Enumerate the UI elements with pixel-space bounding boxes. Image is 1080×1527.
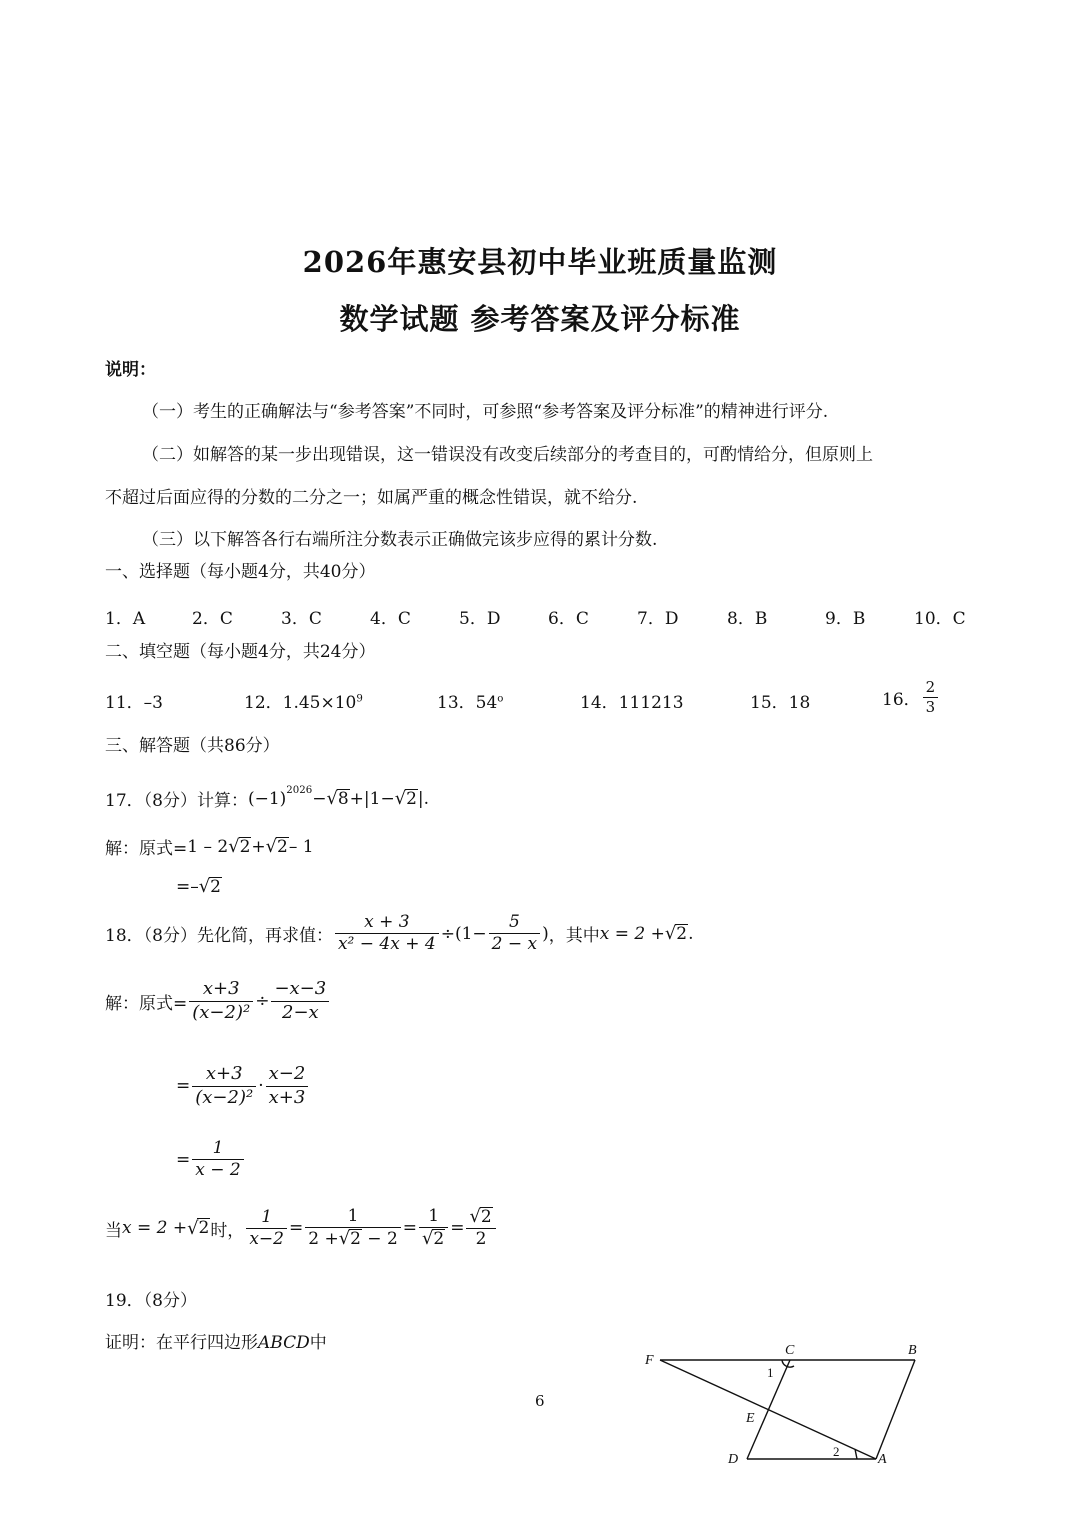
- sqrt-icon: √: [394, 788, 407, 809]
- label-angle-1: 1: [767, 1365, 774, 1380]
- sqrt-icon: √: [265, 836, 278, 857]
- answer-2: 2．C: [192, 609, 233, 629]
- note-2b: 不超过后面应得的分数的二分之一；如属严重的概念性错误，就不给分.: [105, 488, 638, 508]
- notes-label: 说明：: [105, 360, 156, 380]
- q18-solution-step3: = $\frac{1}{x - 2}$: [176, 1138, 246, 1182]
- page-title: 2026年惠安县初中毕业班质量监测: [302, 245, 778, 279]
- note-1: （一）考生的正确解法与“参考答案”不同时，可参照“参考答案及评分标准”的精神进行评分.: [142, 402, 829, 422]
- label-angle-2: 2: [833, 1444, 840, 1459]
- answer-8: 8．B: [727, 609, 768, 629]
- parallelogram-figure: [630, 1335, 930, 1475]
- answer-7: 7．D: [637, 609, 679, 629]
- section2-heading: 二、填空题（每小题4分，共24分）: [105, 642, 376, 662]
- q18-evaluation: 当 x = 2 + √ 2 时， $\frac{1}{x-2}$ = $\frac{1}{2 +√2 - 2}$ = $\frac{1}{√2}$ = $\frac{√2}{2}$: [105, 1206, 498, 1251]
- answer-14: 14．111213: [580, 693, 684, 713]
- label-a: A: [878, 1452, 887, 1467]
- answer-9: 9．B: [825, 609, 866, 629]
- line-ab: [876, 1360, 915, 1459]
- answer-13: 13．54$^o$: [437, 693, 504, 713]
- section3-heading: 三、解答题（共86分）: [105, 736, 280, 756]
- answer-10: 10．C: [914, 609, 966, 629]
- note-3: （三）以下解答各行右端所注分数表示正确做完该步应得的累计分数.: [142, 530, 658, 550]
- page-subtitle: 数学试题 参考答案及评分标准: [339, 302, 741, 336]
- q17-solution-line1: 解：原式= 1 – 2 √ 2 + √ 2 – 1: [105, 836, 314, 859]
- label-f: F: [645, 1353, 654, 1368]
- answer-4: 4．C: [370, 609, 411, 629]
- q18-solution-step1: 解：原式= $\frac{x+3}{\text{(x−2)²}}$ ÷ $\frac{-x-3}{2-x}$: [105, 978, 331, 1024]
- answer-11: 11．–3: [105, 693, 163, 713]
- answer-12: 12．$1.45\times 10^9$: [244, 693, 363, 713]
- answer-5: 5．D: [459, 609, 501, 629]
- answer-15: 15．18: [750, 693, 811, 713]
- sqrt-icon: √: [664, 923, 677, 945]
- sqrt-icon: √: [198, 876, 211, 897]
- page-number: 6: [535, 1392, 545, 1410]
- note-2a: （二）如解答的某一步出现错误，这一错误没有改变后续部分的考查目的，可酌情给分，但原则上: [142, 445, 873, 465]
- q17-solution-line2: =– √ 2: [176, 876, 221, 897]
- sqrt-icon: √: [326, 788, 338, 809]
- label-e: E: [746, 1411, 755, 1426]
- answer-1: 1．A: [105, 609, 146, 629]
- q18-solution-step2: = $\frac{x+3}{\text{(x−2)²}}$ · $\frac{x-2}{x+3}$: [176, 1063, 310, 1109]
- sqrt-icon: √: [228, 836, 240, 857]
- label-c: C: [785, 1343, 795, 1358]
- q18-statement: 18．（8分）先化简，再求值： $\frac{x + 3}{\text{x² − 4x + 4}}$ ÷ (1− $\frac{5}{2 - x}$ ) ，其中 x = 2 + √ 2 .: [105, 912, 694, 955]
- answer-16: 16． $\frac{2}{3}$: [882, 678, 940, 717]
- label-b: B: [908, 1343, 917, 1358]
- q19-proof-start: 证明：在平行四边形ABCD中: [105, 1333, 327, 1353]
- q17-statement: 17．（8分）计算： (−1) $^{2026}$ − √ 8 +|1− √ 2 |.: [105, 785, 430, 811]
- q19-label: 19．（8分）: [105, 1291, 197, 1311]
- answer-6: 6．C: [548, 609, 589, 629]
- section1-heading: 一、选择题（每小题4分，共40分）: [105, 562, 376, 582]
- sqrt-icon: √: [187, 1217, 199, 1239]
- answer-3: 3．C: [281, 609, 322, 629]
- label-d: D: [728, 1452, 739, 1467]
